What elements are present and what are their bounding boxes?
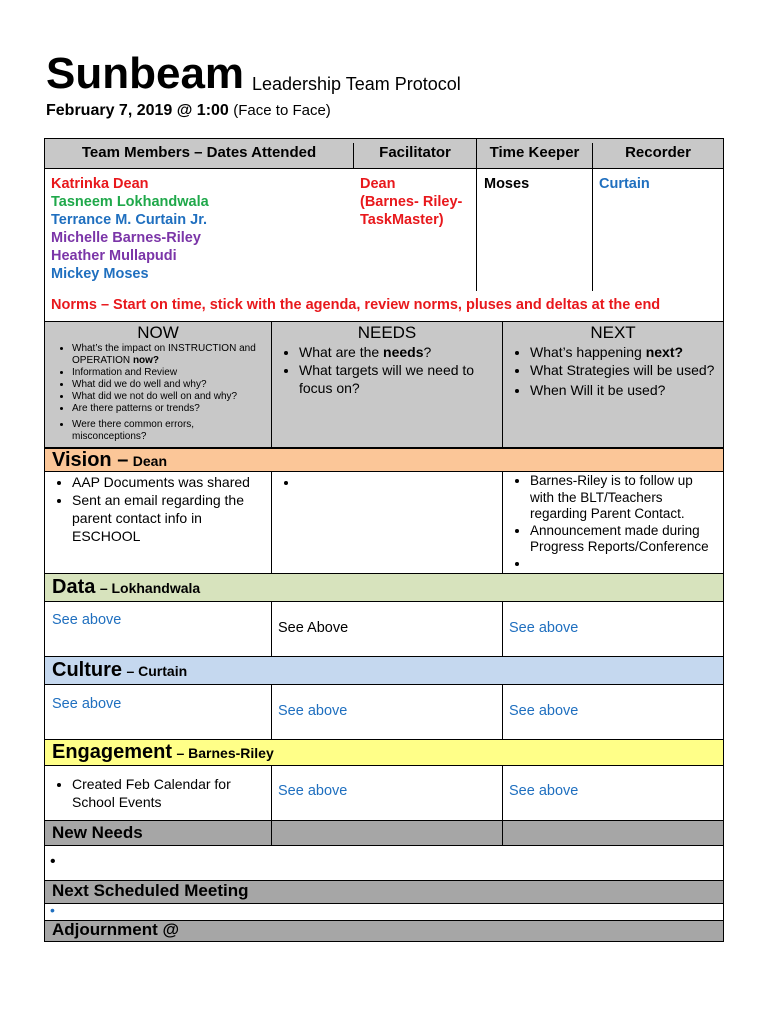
needs-title: NEEDS (357, 323, 417, 342)
timekeeper-header: Time Keeper (489, 144, 580, 161)
timekeeper-value: Moses (484, 176, 530, 192)
adjournment-label: Adjournment @ (52, 920, 180, 939)
vision-band (44, 448, 724, 472)
engagement-label: Engagement (52, 741, 173, 763)
now-prompt: • What did we do well and why? (72, 379, 270, 391)
recorder-value: Curtain (599, 176, 650, 192)
needs-prompts (273, 343, 499, 397)
new-needs-label: New Needs (52, 823, 143, 842)
now-prompt: • Information and Review (72, 367, 270, 379)
now-prompt: • Are there patterns or trends? (72, 403, 270, 415)
engagement-next-text: See above (509, 783, 579, 799)
brand-title: Sunbeam (46, 49, 245, 98)
facilitator-line: Dean (360, 176, 396, 192)
now-prompt: • Were there common errors, misconceptions? (72, 419, 270, 443)
data-now-text: See above (52, 612, 122, 628)
next-prompt: • What’s happening next? (530, 343, 720, 361)
culture-owner: – Curtain (126, 663, 188, 679)
vision-owner: Dean (132, 453, 168, 469)
member-name: Tasneem Lokhandwala (51, 194, 209, 210)
engagement-now-item: • Created Feb Calendar for School Events (72, 775, 268, 811)
divider (592, 143, 593, 291)
member-name: Michelle Barnes-Riley (51, 230, 201, 246)
meeting-date-line (46, 101, 331, 121)
vision-needs-item (299, 473, 499, 491)
culture-needs-text: See above (278, 703, 348, 719)
member-name: Heather Mullapudi (51, 248, 177, 264)
members-list (51, 175, 351, 283)
engagement-now-list (46, 775, 268, 811)
now-prompt: • What did we not do well on and why? (72, 391, 270, 403)
vision-next-item: • Announcement made during Progress Reports/Conference (530, 523, 720, 556)
member-name: Katrinka Dean (51, 176, 149, 192)
needs-prompt: • What targets will we need to focus on? (299, 361, 499, 397)
data-label: Data (52, 576, 96, 598)
vision-needs-list (273, 473, 499, 491)
culture-next-text: See above (509, 703, 579, 719)
now-prompt: • What’s the impact on INSTRUCTION and OPERATION now? (72, 343, 270, 367)
culture-band (44, 656, 724, 685)
vision-label: Vision – (52, 449, 129, 471)
data-now-cell (44, 601, 272, 657)
next-prompts (504, 343, 720, 399)
new-needs-header-right (502, 820, 724, 846)
needs-prompt: • What are the needs? (299, 343, 499, 361)
emphasis: now? (132, 355, 160, 366)
vision-now-item: • AAP Documents was shared (72, 473, 268, 491)
next-title: NEXT (590, 323, 636, 342)
engagement-owner: – Barnes-Riley (176, 745, 274, 761)
emphasis: needs (383, 344, 424, 360)
emphasis: next? (645, 344, 684, 360)
new-needs-header-mid (271, 820, 503, 846)
member-name: Mickey Moses (51, 266, 149, 282)
next-prompt: • What Strategies will be used? (530, 361, 720, 379)
next-meeting-label: Next Scheduled Meeting (52, 881, 249, 900)
members-header: Team Members – Dates Attended (81, 144, 317, 161)
meeting-type: (Face to Face) (233, 102, 331, 119)
divider (353, 143, 354, 168)
meeting-date: February 7, 2019 @ 1:00 (46, 102, 229, 119)
data-next-text: See above (509, 620, 579, 636)
divider (476, 139, 477, 291)
new-needs-body (44, 845, 724, 881)
bullet: • (50, 902, 55, 918)
protocol-subtitle: Leadership Team Protocol (252, 74, 461, 94)
facilitator-line: (Barnes- Riley- (360, 194, 463, 210)
engagement-band (44, 739, 724, 766)
now-title: NOW (137, 323, 179, 342)
member-name: Terrance M. Curtain Jr. (51, 212, 208, 228)
divider (45, 168, 723, 169)
engagement-needs-text: See above (278, 783, 348, 799)
facilitator-header: Facilitator (379, 144, 451, 161)
culture-now-text: See above (52, 696, 122, 712)
data-owner: – Lokhandwala (99, 580, 201, 596)
data-band (44, 573, 724, 602)
vision-now-item: • Sent an email regarding the parent contact info in ESCHOOL (72, 491, 268, 545)
vision-now-list (46, 473, 268, 545)
facilitator-line: TaskMaster) (360, 212, 444, 228)
next-prompt: • When Will it be used? (530, 381, 720, 399)
vision-next-item (530, 556, 720, 573)
facilitator-value (360, 175, 475, 229)
vision-next-list (504, 473, 720, 572)
now-prompts (46, 343, 270, 443)
data-needs-text: See Above (278, 620, 349, 636)
norms-text: Norms – Start on time, stick with the agenda, review norms, pluses and deltas at the end (51, 297, 661, 313)
culture-now-cell (44, 684, 272, 740)
bullet: • (50, 853, 56, 870)
vision-next-item: • Barnes-Riley is to follow up with the BLT/Teachers regarding Parent Contact. (530, 473, 720, 523)
recorder-header: Recorder (625, 144, 691, 161)
culture-label: Culture (52, 659, 122, 681)
